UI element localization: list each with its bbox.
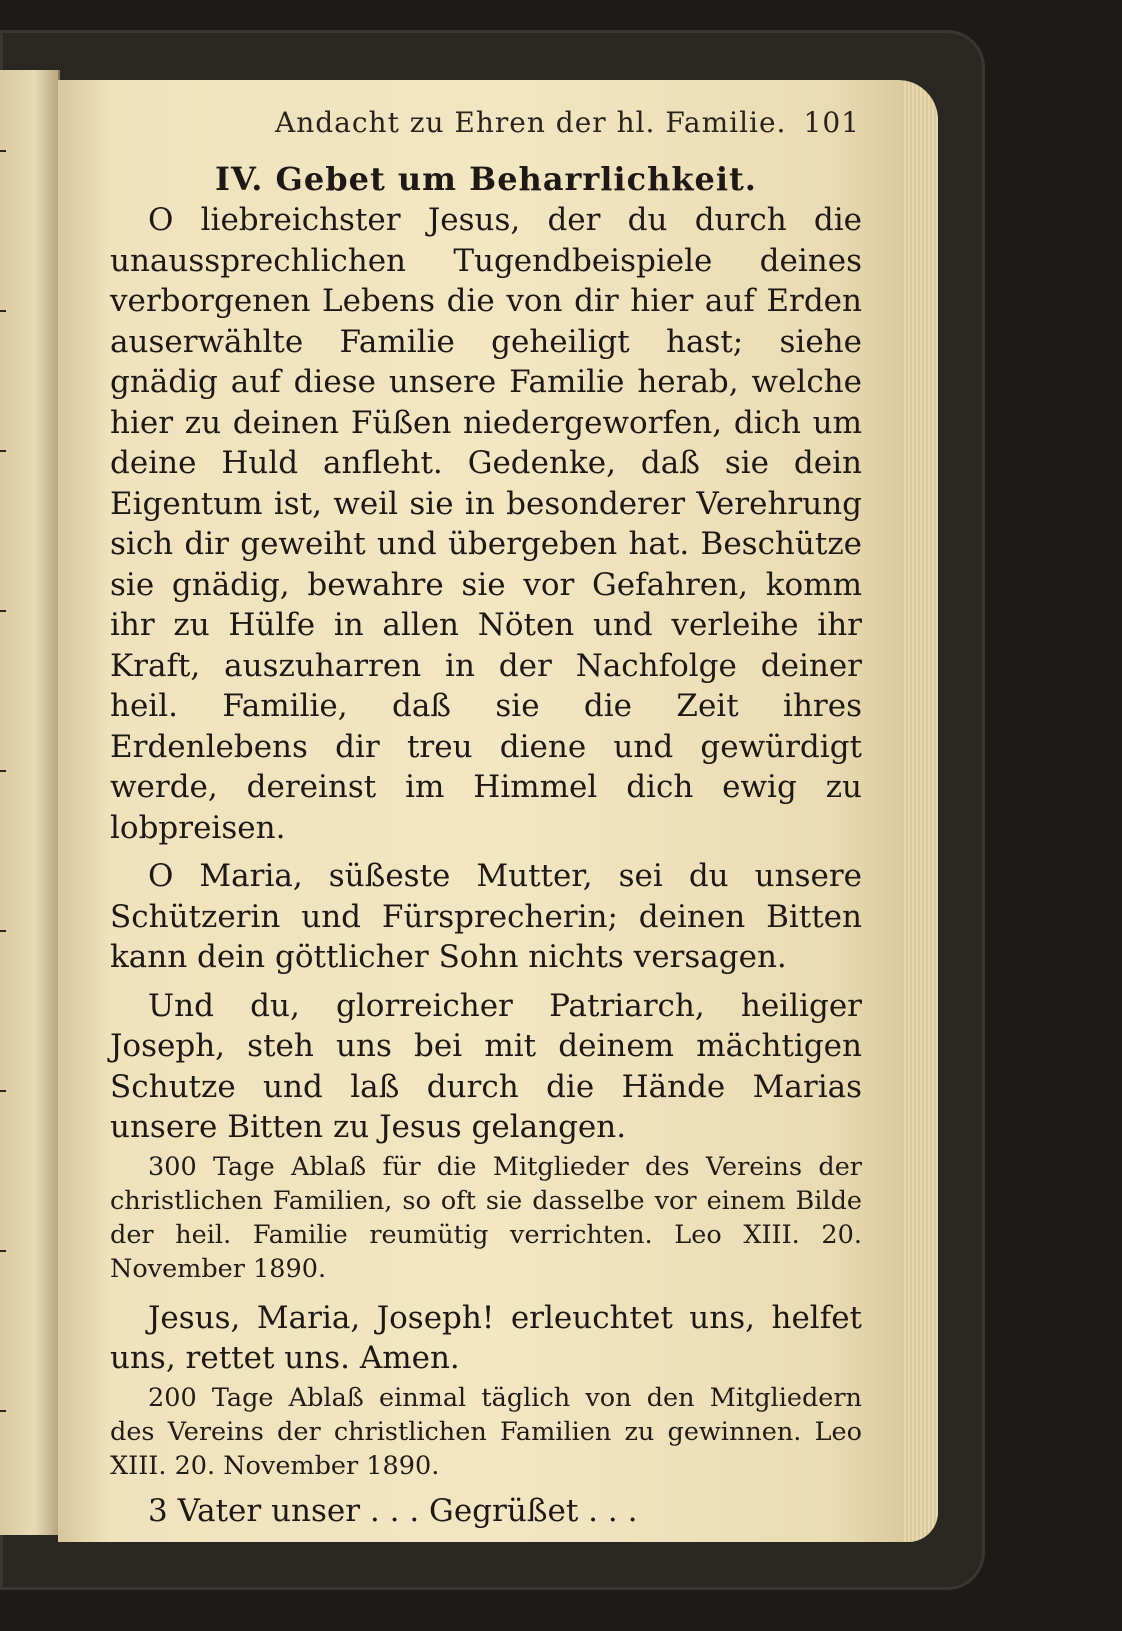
indulgence-note-2: 200 Tage Ablaß einmal täglich von den Mitgliedern des Vereins der christlichen Familien zu gewinnen. Leo XIII. 20. November 1890. — [110, 1382, 862, 1481]
page-edges — [904, 80, 938, 1542]
section-heading: IV. Gebet um Beharrlichkeit. — [215, 160, 757, 198]
invocation: Jesus, Maria, Joseph! erleuchtet uns, helfet uns, rettet uns. Amen. — [110, 1299, 862, 1376]
closing-prayers-line: 3 Vater unser . . . Gegrüßet . . . — [148, 1492, 638, 1529]
indulgence-note-1: 300 Tage Ablaß für die Mitglieder des Vereins der christlichen Familien, so oft sie dasselbe vor einem Bilde der heil. Familie reumütig verrichten. Leo XIII. 20. November 1890. — [110, 1151, 862, 1284]
running-head-title: Andacht zu Ehren der hl. Familie. — [275, 106, 787, 139]
prayer-paragraph-maria: O Maria, süßeste Mutter, sei du unsere Schützerin und Fürsprecherin; deinen Bitten kann dein göttlicher Sohn nichts versagen. — [110, 858, 862, 975]
prayer-paragraph-jesus: O liebreichster Jesus, der du durch die unaussprechlichen Tugendbeispiele deines verborgenen Lebens die von dir hier auf Erden auserwählte Familie geheiligt hast; siehe gnädig auf diese unsere Familie herab, welche hier zu deinen Füßen niedergeworfen, dich um deine Huld anfleht. Gedenke, daß sie dein Eigentum ist, weil sie in besonderer Verehrung sich dir geweiht und übergeben hat. Beschütze sie gnädig, bewahre sie vor Gefahren, komm ihr zu Hülfe in allen Nöten und verleihe ihr Kraft, auszuharren in der Nachfolge deiner heil. Familie, daß sie die Zeit ihres Erdenlebens dir treu diene und gewürdigt werde, dereinst im Himmel dich ewig zu lobpreisen. — [110, 202, 862, 846]
page-number: 101 — [803, 106, 860, 139]
page-text — [110, 98, 862, 1531]
prayer-paragraph-joseph: Und du, glorreicher Patriarch, heiliger Joseph, steh uns bei mit deinem mächtigen Schutze und laß durch die Hände Marias unsere Bitten zu Jesus gelangen. — [110, 987, 862, 1145]
left-page-edge — [0, 70, 60, 1535]
running-head — [110, 98, 862, 154]
book-page — [58, 80, 938, 1542]
